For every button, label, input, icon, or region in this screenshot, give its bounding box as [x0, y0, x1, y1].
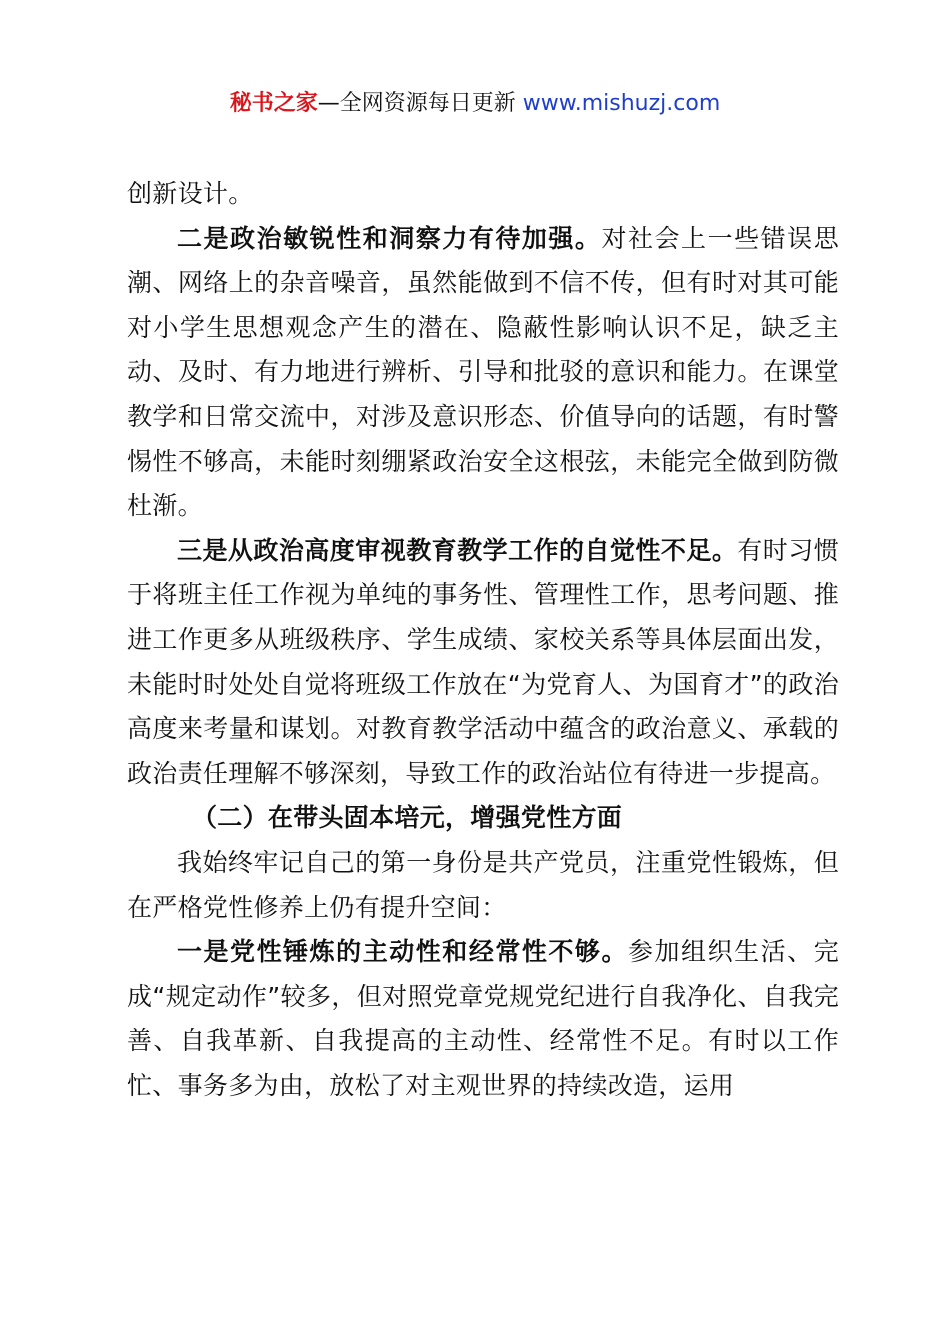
header-tagline: —全网资源每日更新: [317, 91, 523, 116]
section-heading: （二）在带头固本培元，增强党性方面: [192, 803, 623, 833]
page-header: [0, 88, 950, 120]
paragraph-point-one: [127, 930, 839, 1108]
paragraph-point-three: [127, 529, 839, 797]
paragraph-intro: 我始终牢记自己的第一身份是共产党员，注重党性锻炼，但在严格党性修养上仍有提升空间：: [127, 847, 839, 922]
paragraph-point-two: [127, 217, 839, 529]
paragraph-lead: 二是政治敏锐性和洞察力有待加强。: [177, 223, 602, 253]
paragraph-lead: 一是党性锤炼的主动性和经常性不够。: [177, 937, 628, 967]
paragraph-continuation: 创新设计。: [127, 179, 254, 208]
document-body: [127, 172, 839, 1108]
paragraph-lead: 三是从政治高度审视教育教学工作的自觉性不足。: [177, 535, 738, 565]
paragraph-text: 参加组织生活、完成“规定动作”较多，但对照党章党规党纪进行自我净化、自我完善、自我革新、自我提高的主动性、经常性不足。有时以工作忙、事务多为由，放松了对主观世界的持续改造，运用: [127, 937, 840, 1100]
header-url[interactable]: www.mishuzj.com: [522, 91, 721, 116]
header-brand: 秘书之家: [229, 91, 318, 116]
paragraph-text: 对社会上一些错误思潮、网络上的杂音噪音，虽然能做到不信不传，但有时对其可能对小学生思想观念产生的潜在、隐蔽性影响认识不足，缺乏主动、及时、有力地进行辨析、引导和批驳的意识和能力。在课堂教学和日常交流中，对涉及意识形态、价值导向的话题，有时警惕性不够高，未能时刻绷紧政治安全这根弦，未能完全做到防微杜渐。: [127, 223, 839, 521]
paragraph-text: 有时习惯于将班主任工作视为单纯的事务性、管理性工作，思考问题、推进工作更多从班级秩序、学生成绩、家校关系等具体层面出发，未能时时处处自觉将班级工作放在“为党育人、为国育才”的政治高度来考量和谋划。对教育教学活动中蕴含的政治意义、承载的政治责任理解不够深刻，导致工作的政治站位有待进一步提高。: [127, 535, 839, 788]
